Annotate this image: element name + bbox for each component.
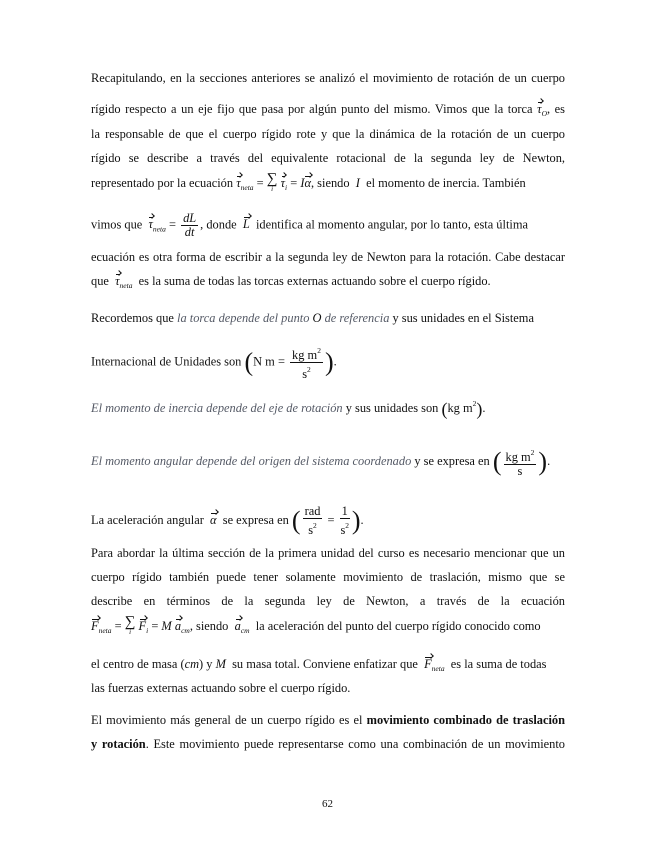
paragraph-1-line-6: vimos que $\tau_{neta}$ = $\frac{dL}{dt}$ , donde L identifica al momento angular, por lo tanto, esta última [91,211,528,239]
paragraph-6-line-2: cuerpo rígido también puede tener solamente movimiento de traslación, mismo que se [91,570,565,584]
paragraph-1-line-1: Recapitulando, en la secciones anteriores se analizó el movimiento de rotación de un cuerpo [91,71,565,85]
page-number: 62 [322,798,333,810]
paragraph-1-line-7: ecuación es otra forma de escribir a la segunda ley de Newton para la rotación. Cabe destacar [91,250,565,264]
paragraph-6-line-3: describe en términos de la segunda ley de Newton, a través de la ecuación [91,594,565,608]
paragraph-2-line-1: Recordemos que la torca depende del punto O de referencia y sus unidades en el Sistema [91,311,534,325]
paragraph-3: El momento de inercia depende del eje de rotación y sus unidades son (kg $m^2$). [91,399,486,420]
paragraph-1-line-8: que $\tau_{neta}$ es la suma de todas las torcas externas actuando sobre el cuerpo rígido. [91,274,491,290]
paragraph-7-line-2: y rotación. Este movimiento puede representarse como una combinación de un movimiento [91,737,565,751]
paragraph-6-line-5: el centro de masa (cm) y M su masa total. Conviene enfatizar que $F_{neta}$ es la suma de todas [91,657,547,673]
paragraph-5: La aceleración angular α se expresa en ( $\frac{\text{rad}}{s^2}$ = $\frac{1}{s^2}$ ). [91,504,364,537]
paragraph-4: El momento angular depende del origen del sistema coordenado y se expresa en ( $\frac{kg m^2}{s}$ ). [91,447,551,478]
paragraph-1-line-4: rígido se describe a través del equivalente rotacional de la segunda ley de Newton, [91,151,565,165]
paragraph-6-line-4: $F_{neta}$ = ∑ i $F_i = M$ $a_{cm}$, siendo $a_{cm}$ la aceleración del punto del cuerpo rígido conocido como [91,614,541,636]
paragraph-6-line-6: las fuerzas externas actuando sobre el cuerpo rígido. [91,681,351,695]
paragraph-7-line-1: El movimiento más general de un cuerpo rígido es el movimiento combinado de traslación [91,713,565,727]
paragraph-2-line-2: Internacional de Unidades son (N m = $\frac{kg m^2}{s^2}$ ). [91,346,337,381]
paragraph-1-line-5: representado por la ecuación $\tau_{neta}$ = ∑ i $\tau_i = I\alpha$, siendo I el momento de inercia. También [91,171,526,193]
paragraph-1-line-3: la responsable de que el cuerpo rígido rote y que la dinámica de la rotación de un cuerpo [91,127,565,141]
paragraph-6-line-1: Para abordar la última sección de la primera unidad del curso es necesario mencionar que un [91,546,565,560]
paragraph-1-line-2: rígido respecto a un eje fijo que pasa por algún punto del mismo. Vimos que la torca $\tau_O$, es [91,102,566,118]
